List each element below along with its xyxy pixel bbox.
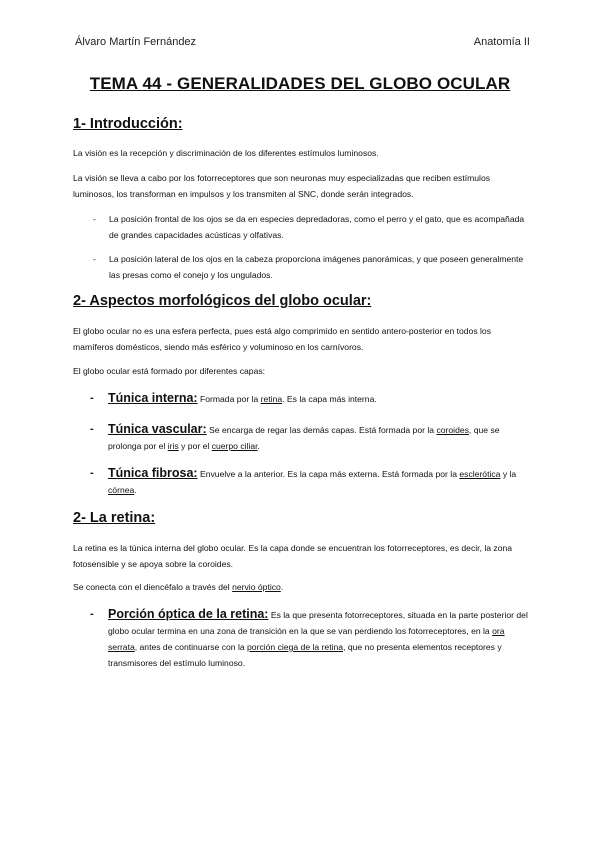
paragraph: La visión es la recepción y discriminación de los diferentes estímulos luminosos.	[73, 148, 379, 158]
term-link: retina	[260, 394, 283, 404]
list-dash: -	[90, 423, 94, 435]
list-dash: -	[90, 392, 94, 404]
paragraph: El globo ocular está formado por diferentes capas:	[73, 366, 266, 376]
list-item-porcion-optica: - Porción óptica de la retina: Es la que presenta fotorreceptores, situada en la parte posterior del globo ocular termina en una zona de transición en la que se van perdiendo los fotorreceptores, en la ora serrata, antes de continuarse con la porción ciega de la retina, que no presenta elementos receptores y transmisores del estímulo luminoso.	[90, 607, 528, 668]
section-heading-introduccion: 1- Introducción:	[73, 116, 183, 132]
list-item	[93, 211, 533, 243]
header-author: Álvaro Martín Fernández	[75, 36, 197, 48]
paragraph: La retina es la túnica interna del globo ocular. Es la capa donde se encuentran los fotorreceptores, es decir, la zona fotosensible y se apoya sobre la coroides.	[73, 543, 513, 569]
paragraph: Se conecta con el diencéfalo a través del nervio óptico.	[73, 582, 284, 592]
list-item-text: La posición frontal de los ojos se da en especies depredadoras, como el perro y el gato, que es acompañada de grandes capacidades acústicas y olfativas.	[109, 214, 525, 240]
paragraph: La visión se lleva a cabo por los fotorreceptores que son neuronas muy especializadas que reciben estímulos luminosos, los transforman en impulsos y los transmiten al SNC, donde serán integrados.	[73, 173, 491, 199]
section-heading-aspectos: 2- Aspectos morfológicos del globo ocular:	[73, 293, 372, 309]
header-course: Anatomía II	[473, 36, 530, 48]
list-item-tunica-fibrosa: - Túnica fibrosa: Envuelve a la anterior. Es la capa más externa. Está formada por la esclerótica y la córnea.	[90, 466, 517, 495]
section-heading-retina: 2- La retina:	[73, 510, 156, 526]
term-label: Túnica interna:	[108, 391, 198, 405]
list-dash: -	[93, 254, 96, 264]
list-item-tunica-vascular: - Túnica vascular: Se encarga de regar las demás capas. Está formada por la coroides, que se prolonga por el iris y por el cuerpo ciliar.	[90, 422, 500, 451]
term-label: Túnica fibrosa:	[108, 466, 198, 480]
term-label: Porción óptica de la retina:	[108, 607, 269, 621]
list-dash: -	[90, 467, 94, 479]
list-dash: -	[93, 214, 96, 224]
term-label: Túnica vascular:	[108, 422, 207, 436]
document-title: TEMA 44 - GENERALIDADES DEL GLOBO OCULAR	[89, 74, 511, 93]
list-dash: -	[90, 608, 94, 620]
list-item-tunica-interna: - Túnica interna: Formada por la retina. Es la capa más interna.	[90, 391, 377, 405]
paragraph: El globo ocular no es una esfera perfecta, pues está algo comprimido en sentido antero-posterior en todos los mamíferos domésticos, siendo más esférico y voluminoso en los carnívoros.	[73, 326, 492, 352]
list-item-text: La posición lateral de los ojos en la cabeza proporciona imágenes panorámicas, y que poseen generalmente las presas como el conejo y los ungulados.	[109, 254, 524, 280]
list-item	[93, 251, 533, 283]
